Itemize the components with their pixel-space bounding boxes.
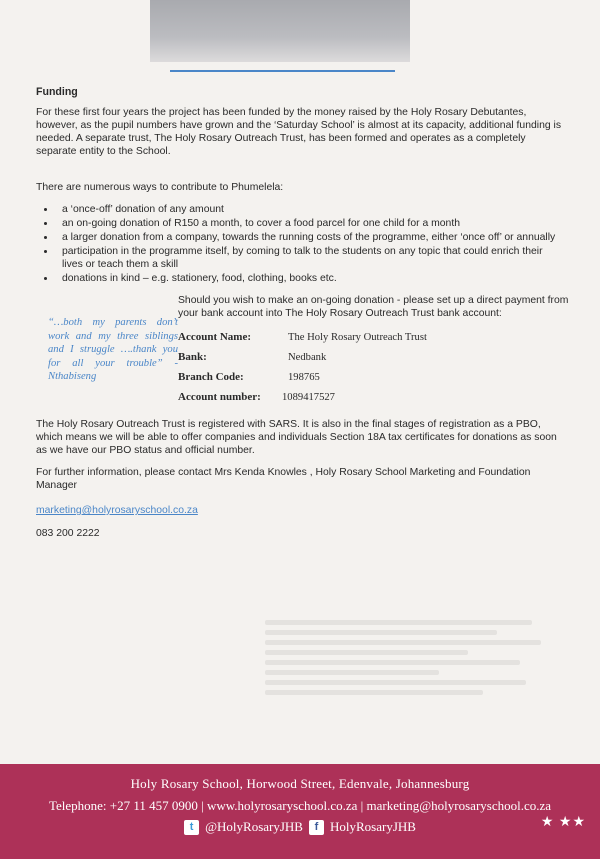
footer-address: Holy Rosary School, Horwood Street, Edenvale, Johannesburg	[130, 776, 470, 791]
footer-banner	[0, 764, 600, 859]
branch-code-row	[178, 367, 570, 387]
branch-code-value: 198765	[288, 371, 320, 383]
account-number-value: 1089417527	[282, 391, 335, 403]
account-name-label: Account Name:	[178, 330, 252, 343]
bank-details	[178, 294, 570, 407]
twitter-icon: t	[184, 820, 199, 835]
list-item: • a larger donation from a company, towards the running costs of the programme, either ‘once off’ or annually	[56, 231, 566, 244]
funding-paragraph: For these first four years the project has been funded by the money raised by the Holy Rosary Debutantes, however, as the pupil numbers have grown and the ‘Saturday School’ is almost at its capacity, additional funding is needed. A separate trust, The Holy Rosary Outreach Trust, has been formed and operates as a completely separate entity to the School.	[36, 107, 562, 157]
facebook-handle[interactable]: HolyRosaryJHB	[329, 819, 416, 834]
branch-code-label: Branch Code:	[178, 370, 244, 383]
footer-contact-line: Telephone: +27 11 457 0900 | www.holyrosaryschool.co.za | marketing@holyrosaryschool.co.za	[48, 798, 552, 813]
list-item: • donations in kind – e.g. stationery, food, clothing, books etc.	[56, 272, 566, 285]
header-photo	[150, 0, 410, 62]
bank-value: Nedbank	[288, 351, 327, 363]
donation-section	[36, 294, 569, 412]
contact-email-link[interactable]: marketing@holyrosaryschool.co.za	[36, 505, 198, 516]
ways-list	[36, 203, 566, 285]
bank-label: Bank:	[178, 350, 207, 363]
footer-social	[0, 819, 600, 835]
header-divider	[170, 70, 395, 72]
bank-row	[178, 347, 570, 367]
ways-intro: There are numerous ways to contribute to Phumelela:	[36, 182, 284, 193]
twitter-handle[interactable]: @HolyRosaryJHB	[205, 819, 303, 834]
contact-paragraph: For further information, please contact Mrs Kenda Knowles , Holy Rosary School Marketing and Foundation Manager	[36, 467, 531, 491]
list-item: • an on-going donation of R150 a month, to cover a food parcel for one child for a month	[56, 217, 566, 230]
account-name-row	[178, 327, 570, 347]
account-number-label: Account number:	[178, 390, 261, 403]
list-item: • participation in the programme itself, by coming to talk to the students on any topic that could enrich their lives or teach them a skill	[56, 245, 566, 271]
facebook-icon: f	[309, 820, 324, 835]
account-name-value: The Holy Rosary Outreach Trust	[288, 331, 427, 343]
funding-heading: Funding	[36, 86, 78, 98]
account-number-row	[178, 387, 570, 407]
bank-intro: Should you wish to make an on-going donation - please set up a direct payment from your bank account into The Holy Rosary Outreach Trust bank account:	[178, 295, 569, 319]
document-body	[36, 86, 569, 540]
list-item: • a ‘once-off’ donation of any amount	[56, 203, 566, 216]
bleed-through-text	[265, 615, 555, 700]
testimonial-quote: “…both my parents don’t work and my three siblings and I struggle ….thank you for all your trouble” - Nthabiseng	[48, 317, 178, 382]
sars-paragraph: The Holy Rosary Outreach Trust is registered with SARS. It is also in the final stages of registration as a PBO, which means we will be able to offer companies and individuals Section 18A tax certificates for donations as soon as we have our PBO status and official number.	[36, 419, 557, 456]
stars-decoration-icon: ★ ★★	[540, 815, 586, 830]
contact-phone: 083 200 2222	[36, 528, 100, 539]
